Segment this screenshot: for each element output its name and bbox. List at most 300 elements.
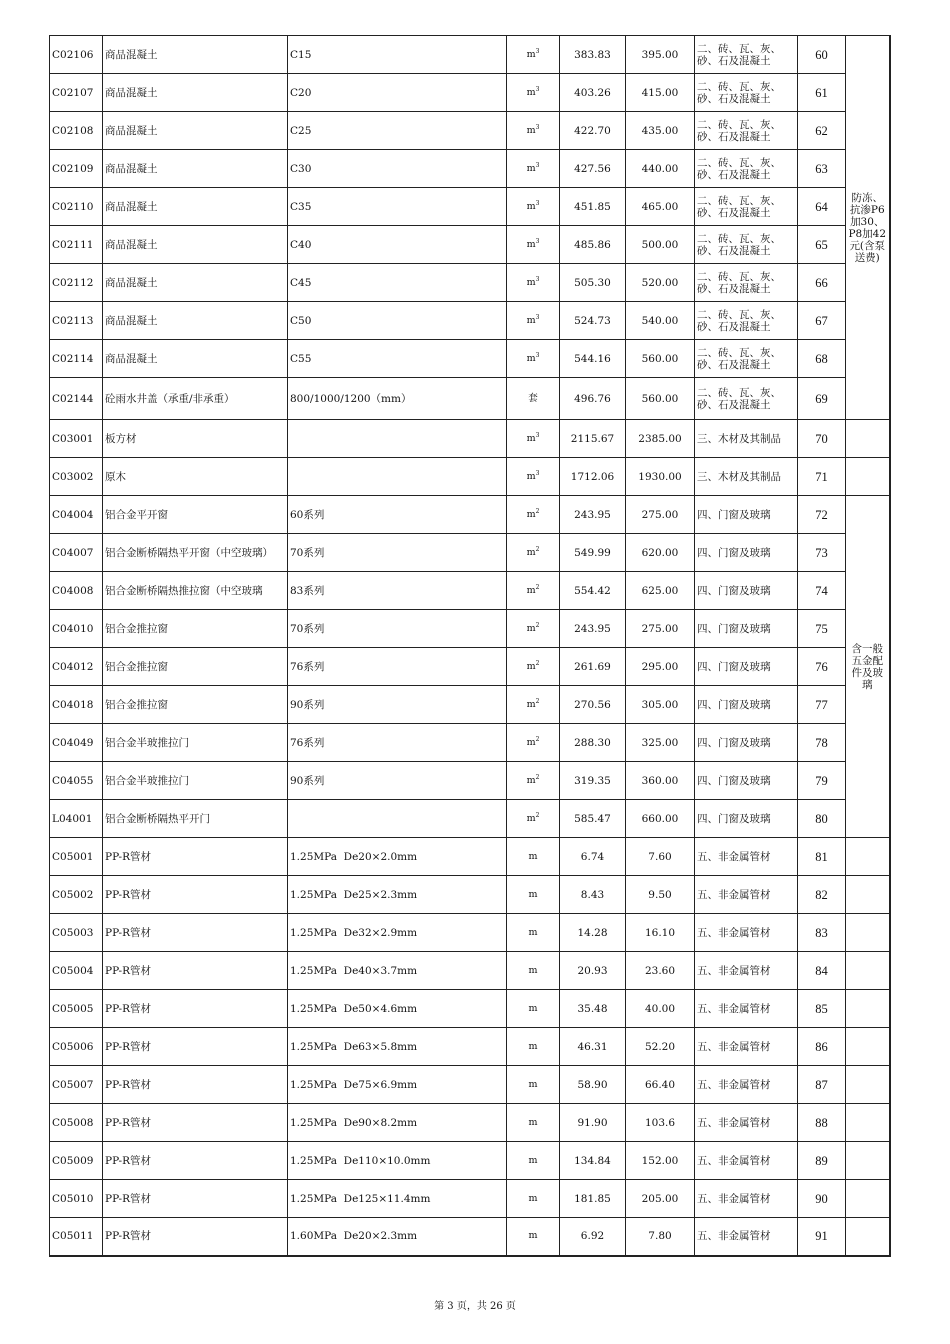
row-remark <box>846 1104 890 1142</box>
row-seq: 83 <box>798 914 846 952</box>
row-spec: C50 <box>288 302 507 340</box>
row-spec: C35 <box>288 188 507 226</box>
row-spec: 1.25MPa De90×8.2mm <box>288 1104 507 1142</box>
row-seq: 90 <box>798 1180 846 1218</box>
row-unit: m <box>507 1218 560 1256</box>
row-price-incl: 500.00 <box>626 226 695 264</box>
row-code: C05003 <box>50 914 103 952</box>
row-name: 商品混凝土 <box>103 188 288 226</box>
row-unit: $m^2$ <box>507 686 560 724</box>
row-code: C02113 <box>50 302 103 340</box>
row-spec: C15 <box>288 36 507 74</box>
table-row <box>50 112 890 150</box>
row-price-incl: 625.00 <box>626 572 695 610</box>
row-code: C05009 <box>50 1142 103 1180</box>
row-price-incl: 395.00 <box>626 36 695 74</box>
row-spec: 1.25MPa De63×5.8mm <box>288 1028 507 1066</box>
table-row <box>50 1180 890 1218</box>
row-code: C03001 <box>50 420 103 458</box>
row-name: PP-R管材 <box>103 1104 288 1142</box>
row-price-incl: 415.00 <box>626 74 695 112</box>
row-category: 五、非金属管材 <box>695 1180 798 1218</box>
row-price-incl: 40.00 <box>626 990 695 1028</box>
row-name: 商品混凝土 <box>103 74 288 112</box>
row-unit: $m^2$ <box>507 724 560 762</box>
row-unit: 套 <box>507 378 560 420</box>
row-name: PP-R管材 <box>103 1180 288 1218</box>
row-price-excl: 6.92 <box>560 1218 626 1256</box>
table-row <box>50 496 890 534</box>
row-remark: 含一般五金配件及玻璃 <box>846 496 890 838</box>
row-spec: C25 <box>288 112 507 150</box>
row-name: 商品混凝土 <box>103 36 288 74</box>
table-row <box>50 1066 890 1104</box>
row-code: C05010 <box>50 1180 103 1218</box>
row-code: C04004 <box>50 496 103 534</box>
row-price-excl: 134.84 <box>560 1142 626 1180</box>
row-price-excl: 383.83 <box>560 36 626 74</box>
row-name: PP-R管材 <box>103 1066 288 1104</box>
row-seq: 84 <box>798 952 846 990</box>
row-price-incl: 23.60 <box>626 952 695 990</box>
row-unit: $m^3$ <box>507 36 560 74</box>
row-name: 砼雨水井盖（承重/非承重） <box>103 378 288 420</box>
row-category: 二、砖、瓦、灰、砂、石及混凝土 <box>695 188 798 226</box>
row-category: 二、砖、瓦、灰、砂、石及混凝土 <box>695 74 798 112</box>
row-remark <box>846 458 890 496</box>
row-price-excl: 554.42 <box>560 572 626 610</box>
row-remark <box>846 952 890 990</box>
row-price-incl: 660.00 <box>626 800 695 838</box>
row-category: 二、砖、瓦、灰、砂、石及混凝土 <box>695 150 798 188</box>
row-price-excl: 496.76 <box>560 378 626 420</box>
row-price-incl: 1930.00 <box>626 458 695 496</box>
table-row <box>50 36 890 74</box>
row-code: C04055 <box>50 762 103 800</box>
page-footer: 第 3 页，共 26 页 <box>434 1301 516 1312</box>
row-seq: 86 <box>798 1028 846 1066</box>
row-price-excl: 91.90 <box>560 1104 626 1142</box>
row-seq: 89 <box>798 1142 846 1180</box>
row-spec: 1.25MPa De20×2.0mm <box>288 838 507 876</box>
table-row <box>50 762 890 800</box>
row-seq: 63 <box>798 150 846 188</box>
row-code: C02107 <box>50 74 103 112</box>
table-row <box>50 302 890 340</box>
row-price-incl: 295.00 <box>626 648 695 686</box>
table-row <box>50 534 890 572</box>
row-name: 铝合金推拉窗 <box>103 648 288 686</box>
row-unit: $m^3$ <box>507 264 560 302</box>
row-price-excl: 1712.06 <box>560 458 626 496</box>
row-price-excl: 2115.67 <box>560 420 626 458</box>
row-category: 五、非金属管材 <box>695 1066 798 1104</box>
row-seq: 61 <box>798 74 846 112</box>
row-price-incl: 7.60 <box>626 838 695 876</box>
row-price-excl: 46.31 <box>560 1028 626 1066</box>
row-seq: 67 <box>798 302 846 340</box>
table-row <box>50 458 890 496</box>
row-name: 原木 <box>103 458 288 496</box>
row-category: 四、门窗及玻璃 <box>695 762 798 800</box>
row-name: 铝合金平开窗 <box>103 496 288 534</box>
row-unit: $m^3$ <box>507 458 560 496</box>
row-category: 五、非金属管材 <box>695 838 798 876</box>
row-unit: $m^3$ <box>507 226 560 264</box>
row-remark: 防冻、抗渗P6加30、P8加42元(含泵送费) <box>846 36 890 420</box>
row-name: 铝合金推拉窗 <box>103 686 288 724</box>
row-remark <box>846 838 890 876</box>
row-category: 五、非金属管材 <box>695 1142 798 1180</box>
row-code: C05005 <box>50 990 103 1028</box>
table-row <box>50 952 890 990</box>
row-name: PP-R管材 <box>103 876 288 914</box>
row-price-excl: 270.56 <box>560 686 626 724</box>
row-price-excl: 261.69 <box>560 648 626 686</box>
row-remark <box>846 914 890 952</box>
table-row <box>50 648 890 686</box>
row-category: 五、非金属管材 <box>695 1028 798 1066</box>
row-seq: 66 <box>798 264 846 302</box>
row-price-incl: 560.00 <box>626 378 695 420</box>
row-unit: $m^3$ <box>507 150 560 188</box>
table-row <box>50 226 890 264</box>
row-seq: 88 <box>798 1104 846 1142</box>
row-spec <box>288 800 507 838</box>
table-row <box>50 610 890 648</box>
row-name: 铝合金半玻推拉门 <box>103 762 288 800</box>
row-code: C04018 <box>50 686 103 724</box>
table-row <box>50 686 890 724</box>
row-unit: m <box>507 952 560 990</box>
row-category: 四、门窗及玻璃 <box>695 648 798 686</box>
row-price-excl: 524.73 <box>560 302 626 340</box>
row-code: L04001 <box>50 800 103 838</box>
row-price-incl: 2385.00 <box>626 420 695 458</box>
table-row <box>50 1028 890 1066</box>
row-seq: 70 <box>798 420 846 458</box>
row-spec: 1.25MPa De75×6.9mm <box>288 1066 507 1104</box>
row-seq: 72 <box>798 496 846 534</box>
row-category: 四、门窗及玻璃 <box>695 572 798 610</box>
row-seq: 77 <box>798 686 846 724</box>
row-name: 铝合金推拉窗 <box>103 610 288 648</box>
row-category: 五、非金属管材 <box>695 914 798 952</box>
row-price-incl: 560.00 <box>626 340 695 378</box>
row-seq: 64 <box>798 188 846 226</box>
row-unit: m <box>507 876 560 914</box>
row-price-incl: 103.6 <box>626 1104 695 1142</box>
row-name: 板方材 <box>103 420 288 458</box>
row-seq: 65 <box>798 226 846 264</box>
row-code: C04008 <box>50 572 103 610</box>
row-category: 四、门窗及玻璃 <box>695 800 798 838</box>
row-seq: 74 <box>798 572 846 610</box>
row-code: C04007 <box>50 534 103 572</box>
row-seq: 87 <box>798 1066 846 1104</box>
row-spec: 60系列 <box>288 496 507 534</box>
row-code: C02110 <box>50 188 103 226</box>
row-unit: $m^3$ <box>507 302 560 340</box>
row-unit: m <box>507 1066 560 1104</box>
row-remark <box>846 1180 890 1218</box>
row-code: C04010 <box>50 610 103 648</box>
row-category: 五、非金属管材 <box>695 990 798 1028</box>
row-price-excl: 427.56 <box>560 150 626 188</box>
row-spec: 76系列 <box>288 648 507 686</box>
row-price-excl: 243.95 <box>560 610 626 648</box>
table-row <box>50 838 890 876</box>
row-price-incl: 205.00 <box>626 1180 695 1218</box>
row-unit: $m^2$ <box>507 572 560 610</box>
row-price-excl: 35.48 <box>560 990 626 1028</box>
row-seq: 82 <box>798 876 846 914</box>
row-code: C02111 <box>50 226 103 264</box>
row-seq: 81 <box>798 838 846 876</box>
row-category: 二、砖、瓦、灰、砂、石及混凝土 <box>695 36 798 74</box>
row-spec: C40 <box>288 226 507 264</box>
row-spec: 1.25MPa De25×2.3mm <box>288 876 507 914</box>
row-unit: $m^2$ <box>507 534 560 572</box>
row-spec: 1.60MPa De20×2.3mm <box>288 1218 507 1256</box>
row-unit: $m^3$ <box>507 340 560 378</box>
row-code: C02108 <box>50 112 103 150</box>
row-remark <box>846 1218 890 1256</box>
row-seq: 69 <box>798 378 846 420</box>
row-code: C05007 <box>50 1066 103 1104</box>
row-price-excl: 181.85 <box>560 1180 626 1218</box>
row-spec: 800/1000/1200（mm） <box>288 378 507 420</box>
row-unit: m <box>507 1142 560 1180</box>
row-unit: $m^2$ <box>507 800 560 838</box>
row-name: PP-R管材 <box>103 952 288 990</box>
row-code: C02106 <box>50 36 103 74</box>
row-category: 四、门窗及玻璃 <box>695 686 798 724</box>
price-table <box>49 35 891 1257</box>
row-name: 铝合金断桥隔热平开窗（中空玻璃） <box>103 534 288 572</box>
table-row <box>50 990 890 1028</box>
row-price-incl: 620.00 <box>626 534 695 572</box>
row-spec: 90系列 <box>288 762 507 800</box>
row-spec <box>288 458 507 496</box>
row-seq: 68 <box>798 340 846 378</box>
row-code: C05001 <box>50 838 103 876</box>
row-name: 商品混凝土 <box>103 302 288 340</box>
row-remark <box>846 1142 890 1180</box>
table-row <box>50 264 890 302</box>
row-price-incl: 325.00 <box>626 724 695 762</box>
row-name: 商品混凝土 <box>103 150 288 188</box>
row-seq: 85 <box>798 990 846 1028</box>
row-seq: 79 <box>798 762 846 800</box>
table-row <box>50 378 890 420</box>
row-category: 二、砖、瓦、灰、砂、石及混凝土 <box>695 226 798 264</box>
row-price-excl: 422.70 <box>560 112 626 150</box>
row-code: C05008 <box>50 1104 103 1142</box>
row-price-incl: 152.00 <box>626 1142 695 1180</box>
row-code: C02109 <box>50 150 103 188</box>
row-seq: 62 <box>798 112 846 150</box>
row-price-incl: 52.20 <box>626 1028 695 1066</box>
row-seq: 71 <box>798 458 846 496</box>
row-price-incl: 275.00 <box>626 610 695 648</box>
row-category: 二、砖、瓦、灰、砂、石及混凝土 <box>695 264 798 302</box>
table-row <box>50 724 890 762</box>
row-price-excl: 8.43 <box>560 876 626 914</box>
row-price-excl: 243.95 <box>560 496 626 534</box>
row-price-excl: 485.86 <box>560 226 626 264</box>
row-spec: 76系列 <box>288 724 507 762</box>
row-unit: $m^2$ <box>507 496 560 534</box>
row-category: 五、非金属管材 <box>695 1104 798 1142</box>
row-name: PP-R管材 <box>103 1028 288 1066</box>
row-seq: 78 <box>798 724 846 762</box>
table-row <box>50 1104 890 1142</box>
row-name: PP-R管材 <box>103 838 288 876</box>
row-name: 商品混凝土 <box>103 226 288 264</box>
row-price-excl: 20.93 <box>560 952 626 990</box>
row-seq: 80 <box>798 800 846 838</box>
row-spec: 1.25MPa De110×10.0mm <box>288 1142 507 1180</box>
table-row <box>50 340 890 378</box>
row-price-incl: 540.00 <box>626 302 695 340</box>
row-code: C02144 <box>50 378 103 420</box>
row-remark <box>846 990 890 1028</box>
table-row <box>50 150 890 188</box>
row-unit: m <box>507 1180 560 1218</box>
row-category: 二、砖、瓦、灰、砂、石及混凝土 <box>695 302 798 340</box>
row-remark <box>846 1066 890 1104</box>
row-spec: C45 <box>288 264 507 302</box>
table-row <box>50 420 890 458</box>
row-price-excl: 403.26 <box>560 74 626 112</box>
table-row <box>50 74 890 112</box>
row-unit: $m^2$ <box>507 648 560 686</box>
row-price-incl: 440.00 <box>626 150 695 188</box>
row-price-excl: 58.90 <box>560 1066 626 1104</box>
row-price-excl: 549.99 <box>560 534 626 572</box>
row-price-incl: 465.00 <box>626 188 695 226</box>
table-row <box>50 800 890 838</box>
row-code: C05004 <box>50 952 103 990</box>
row-name: 铝合金断桥隔热平开门 <box>103 800 288 838</box>
row-category: 三、木材及其制品 <box>695 458 798 496</box>
row-name: PP-R管材 <box>103 914 288 952</box>
row-category: 四、门窗及玻璃 <box>695 534 798 572</box>
row-category: 五、非金属管材 <box>695 876 798 914</box>
row-unit: $m^2$ <box>507 610 560 648</box>
row-code: C02114 <box>50 340 103 378</box>
row-spec: 1.25MPa De32×2.9mm <box>288 914 507 952</box>
row-spec: 1.25MPa De40×3.7mm <box>288 952 507 990</box>
row-unit: $m^3$ <box>507 188 560 226</box>
row-unit: m <box>507 838 560 876</box>
table-body <box>50 36 890 1256</box>
row-seq: 76 <box>798 648 846 686</box>
row-spec: 1.25MPa De125×11.4mm <box>288 1180 507 1218</box>
row-code: C05006 <box>50 1028 103 1066</box>
row-remark <box>846 876 890 914</box>
row-seq: 91 <box>798 1218 846 1256</box>
row-unit: m <box>507 1104 560 1142</box>
row-category: 五、非金属管材 <box>695 1218 798 1256</box>
row-remark <box>846 420 890 458</box>
row-price-excl: 6.74 <box>560 838 626 876</box>
row-price-excl: 544.16 <box>560 340 626 378</box>
row-spec: C20 <box>288 74 507 112</box>
row-unit: m <box>507 990 560 1028</box>
row-spec: 70系列 <box>288 534 507 572</box>
row-price-excl: 451.85 <box>560 188 626 226</box>
row-unit: m <box>507 1028 560 1066</box>
table-row <box>50 876 890 914</box>
row-price-excl: 319.35 <box>560 762 626 800</box>
table-row <box>50 914 890 952</box>
row-name: 铝合金断桥隔热推拉窗（中空玻璃 <box>103 572 288 610</box>
row-spec: C30 <box>288 150 507 188</box>
row-name: PP-R管材 <box>103 1142 288 1180</box>
row-price-excl: 288.30 <box>560 724 626 762</box>
row-name: 商品混凝土 <box>103 112 288 150</box>
row-price-excl: 505.30 <box>560 264 626 302</box>
row-spec <box>288 420 507 458</box>
row-name: 铝合金半玻推拉门 <box>103 724 288 762</box>
row-category: 二、砖、瓦、灰、砂、石及混凝土 <box>695 112 798 150</box>
row-code: C02112 <box>50 264 103 302</box>
row-category: 四、门窗及玻璃 <box>695 610 798 648</box>
row-category: 四、门窗及玻璃 <box>695 724 798 762</box>
row-spec: 90系列 <box>288 686 507 724</box>
row-price-incl: 16.10 <box>626 914 695 952</box>
table-row <box>50 1218 890 1256</box>
row-category: 三、木材及其制品 <box>695 420 798 458</box>
row-code: C04049 <box>50 724 103 762</box>
row-category: 四、门窗及玻璃 <box>695 496 798 534</box>
row-category: 二、砖、瓦、灰、砂、石及混凝土 <box>695 378 798 420</box>
row-price-incl: 305.00 <box>626 686 695 724</box>
row-price-incl: 9.50 <box>626 876 695 914</box>
row-unit: $m^3$ <box>507 420 560 458</box>
row-category: 二、砖、瓦、灰、砂、石及混凝土 <box>695 340 798 378</box>
row-price-incl: 66.40 <box>626 1066 695 1104</box>
table-row <box>50 1142 890 1180</box>
row-unit: $m^3$ <box>507 112 560 150</box>
row-seq: 73 <box>798 534 846 572</box>
row-price-incl: 435.00 <box>626 112 695 150</box>
row-unit: $m^2$ <box>507 762 560 800</box>
row-code: C03002 <box>50 458 103 496</box>
row-name: 商品混凝土 <box>103 264 288 302</box>
row-spec: 1.25MPa De50×4.6mm <box>288 990 507 1028</box>
row-remark <box>846 1028 890 1066</box>
row-unit: $m^3$ <box>507 74 560 112</box>
row-name: 商品混凝土 <box>103 340 288 378</box>
row-spec: C55 <box>288 340 507 378</box>
row-seq: 75 <box>798 610 846 648</box>
row-price-incl: 520.00 <box>626 264 695 302</box>
row-unit: m <box>507 914 560 952</box>
row-price-excl: 14.28 <box>560 914 626 952</box>
row-price-incl: 275.00 <box>626 496 695 534</box>
row-name: PP-R管材 <box>103 1218 288 1256</box>
table-row <box>50 188 890 226</box>
row-name: PP-R管材 <box>103 990 288 1028</box>
row-code: C04012 <box>50 648 103 686</box>
row-price-incl: 360.00 <box>626 762 695 800</box>
row-code: C05011 <box>50 1218 103 1256</box>
table-row <box>50 572 890 610</box>
row-code: C05002 <box>50 876 103 914</box>
